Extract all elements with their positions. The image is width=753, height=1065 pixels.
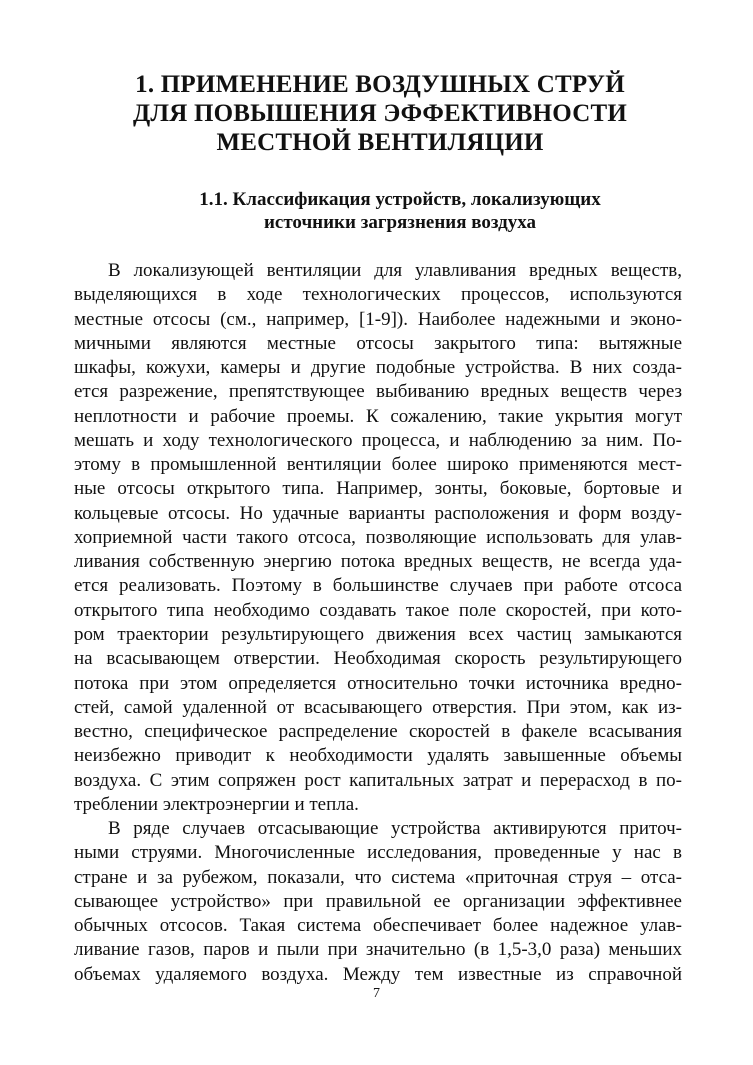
text-line: неплотности и рабочие проемы. К сожалению, такие укрытия могут	[74, 405, 682, 427]
text-line: объемах удаляемого воздуха. Между тем известные из справочной	[74, 963, 682, 985]
text-line: обычных отсосов. Такая система обеспечивает более надежное улав-	[74, 915, 682, 937]
text-line: местные отсосы (см., например, [1-9]). Наиболее надежными и эконо-	[74, 308, 682, 330]
text-line: сывающее устройство» при правильной ее организации эффективнее	[74, 890, 682, 912]
text-line: ливания собственную энергию потока вредных веществ, не всегда уда-	[74, 551, 682, 573]
text-line: неизбежно приводит к необходимости удалять завышенные объемы	[74, 745, 682, 767]
chapter-title	[80, 70, 680, 157]
paragraph-1	[74, 259, 682, 817]
text-line: кольцевые отсосы. Но удачные варианты расположения и форм возду-	[74, 502, 682, 524]
paragraph-2	[74, 817, 682, 987]
text-line: на всасывающем отверстии. Необходимая скорость результирующего	[74, 648, 682, 670]
text-line: стей, самой удаленной от всасывающего отверстия. При этом, как из-	[74, 696, 682, 718]
text-line: В ряде случаев отсасывающие устройства активируются приточ-	[108, 818, 682, 840]
text-line: мичными являются местные отсосы закрытого типа: вытяжные	[74, 332, 682, 354]
text-line: ется реализовать. Поэтому в большинстве случаев при работе отсоса	[74, 575, 682, 597]
page-number: 7	[373, 986, 380, 1001]
text-line: открытого типа необходимо создавать такое поле скоростей, при кото-	[74, 599, 682, 621]
chapter-title-line: 1. ПРИМЕНЕНИЕ ВОЗДУШНЫХ СТРУЙ	[135, 71, 625, 98]
text-line: хоприемной части такого отсоса, позволяющие использовать для улав-	[74, 526, 682, 548]
text-line: стране и за рубежом, показали, что система «приточная струя – отса-	[74, 866, 682, 888]
text-line: ные отсосы открытого типа. Например, зонты, боковые, бортовые и	[74, 478, 682, 500]
chapter-title-line: ДЛЯ ПОВЫШЕНИЯ ЭФФЕКТИВНОСТИ	[133, 100, 627, 127]
text-line: В локализующей вентиляции для улавливания вредных веществ,	[108, 260, 682, 281]
text-line: ливание газов, паров и пыли при значительно (в 1,5-3,0 раза) меньших	[74, 939, 682, 961]
text-line: выделяющихся в ходе технологических процессов, используются	[74, 284, 682, 306]
section-title	[100, 188, 700, 234]
text-line: ется разрежение, препятствующее выбиванию вредных веществ через	[74, 381, 682, 403]
section-title-line: источники загрязнения воздуха	[263, 212, 537, 233]
text-line: потока при этом определяется относительно точки источника вредно-	[74, 672, 682, 694]
text-line: этому в промышленной вентиляции более широко применяются мест-	[74, 454, 682, 476]
text-line: мешать и ходу технологического процесса, и наблюдению за ним. По-	[74, 429, 682, 451]
text-line: ром траектории результирующего движения всех частиц замыкаются	[74, 623, 682, 645]
text-line: треблении электроэнергии и тепла.	[74, 793, 359, 815]
text-line: воздуха. С этим сопряжен рост капитальных затрат и перерасход в по-	[74, 769, 682, 791]
chapter-title-line: МЕСТНОЙ ВЕНТИЛЯЦИИ	[216, 129, 544, 156]
text-line: ными струями. Многочисленные исследования, проведенные у нас в	[74, 842, 682, 864]
text-line: шкафы, кожухи, камеры и другие подобные устройства. В них созда-	[74, 357, 682, 379]
body-text	[74, 259, 682, 987]
text-line: вестно, специфическое распределение скоростей в факеле всасывания	[74, 721, 682, 743]
section-title-line: 1.1. Классификация устройств, локализующих	[199, 189, 601, 210]
